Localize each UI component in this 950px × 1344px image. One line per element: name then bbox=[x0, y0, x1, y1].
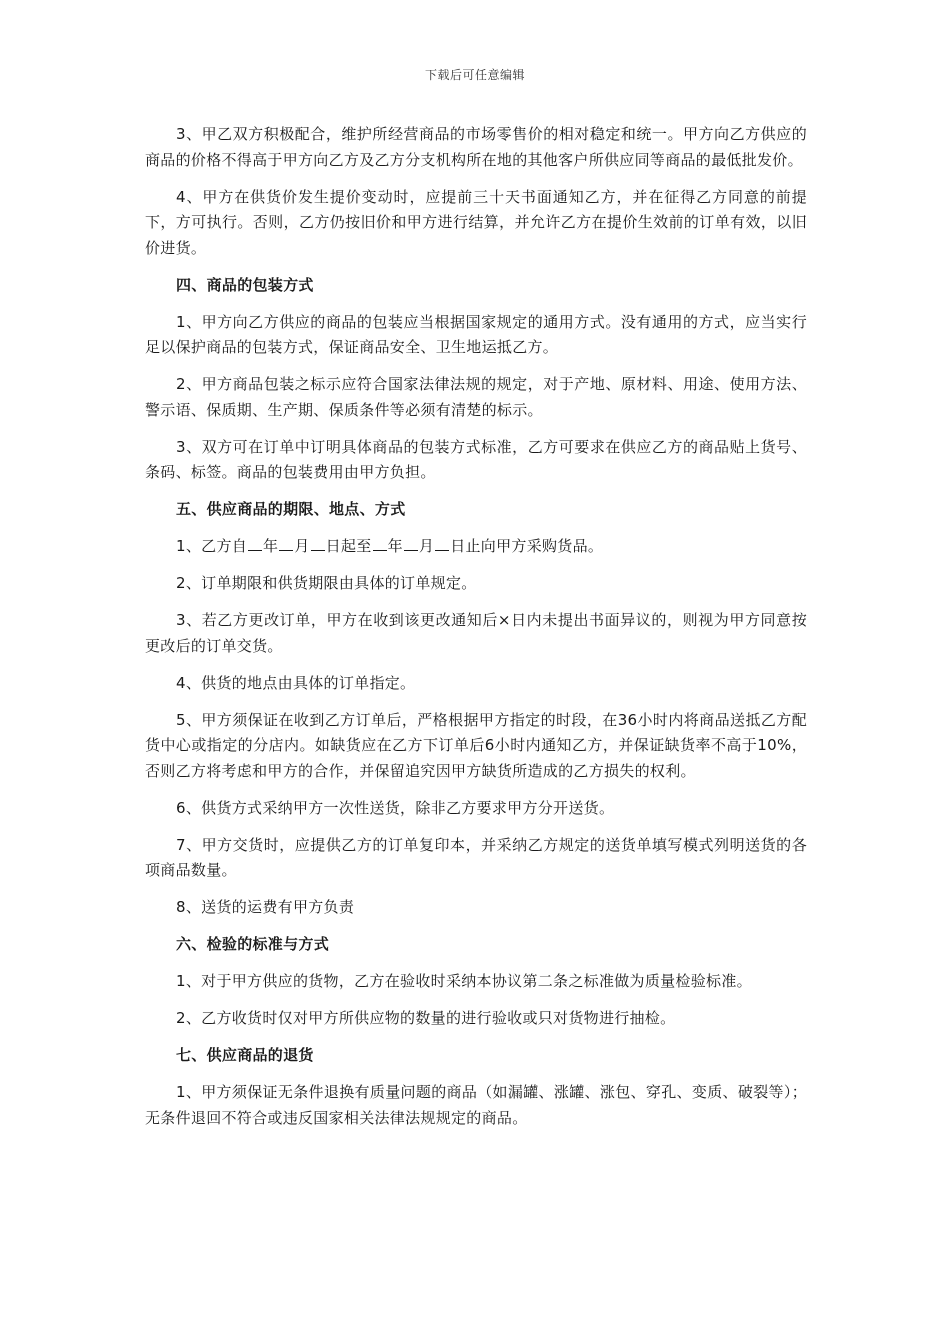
clause-delivery-time: 5、甲方须保证在收到乙方订单后，严格根据甲方指定的时段，在36小时内将商品送抵乙方配货中心或指定的分店内。如缺货应在乙方下订单后6小时内通知乙方，并保证缺货率不高于10%，否则乙方将考虑和甲方的合作，并保留追究因甲方缺货所造成的乙方损失的权利。 bbox=[145, 710, 807, 780]
clause-delivery-documents: 7、甲方交货时，应提供乙方的订单复印本，并采纳乙方规定的送货单填写模式列明送货的各项商品数量。 bbox=[145, 835, 807, 879]
blank-line bbox=[279, 536, 293, 551]
clause-price-change-notice: 4、甲方在供货价发生提价变动时，应提前三十天书面通知乙方，并在征得乙方同意的前提下，方可执行。否则，乙方仍按旧价和甲方进行结算，并允许乙方在提价生效前的订单有效，以旧价进货。 bbox=[145, 187, 807, 257]
period-year-1: 年 bbox=[263, 537, 279, 555]
period-month-1: 月 bbox=[294, 537, 310, 555]
clause-returns: 1、甲方须保证无条件退换有质量问题的商品（如漏罐、涨罐、涨包、穿孔、变质、破裂等）；无条件退回不符合或违反国家相关法律法规规定的商品。 bbox=[145, 1083, 807, 1127]
section-heading-supply-terms: 五、供应商品的期限、地点、方式 bbox=[176, 500, 406, 518]
clause-packaging-standard: 3、双方可在订单中订明具体商品的包装方式标准，乙方可要求在供应乙方的商品贴上货号、条码、标签。商品的包装费用由甲方负担。 bbox=[145, 437, 807, 481]
clause-packaging-labels: 2、甲方商品包装之标示应符合国家法律法规的规定，对于产地、原材料、用途、使用方法、警示语、保质期、生产期、保质条件等必须有清楚的标示。 bbox=[145, 375, 807, 419]
blank-line bbox=[311, 536, 325, 551]
period-day-2: 日止向甲方采购货品。 bbox=[450, 537, 604, 555]
clause-inspection-method: 2、乙方收货时仅对甲方所供应物的数量的进行验收或只对货物进行抽检。 bbox=[176, 1009, 676, 1027]
page-header: 下载后可任意编辑 bbox=[424, 68, 525, 82]
blank-line bbox=[435, 536, 449, 551]
clause-delivery-method: 6、供货方式采纳甲方一次性送货，除非乙方要求甲方分开送货。 bbox=[176, 798, 615, 817]
clause-delivery-cost: 8、送货的运费有甲方负责 bbox=[176, 898, 355, 916]
document-body bbox=[145, 122, 807, 1143]
blank-line bbox=[248, 536, 262, 551]
clause-packaging-method: 1、甲方向乙方供应的商品的包装应当根据国家规定的通用方式。没有通用的方式，应当实行足以保护商品的包装方式，保证商品安全、卫生地运抵乙方。 bbox=[145, 312, 807, 356]
period-prefix: 1、乙方自 bbox=[176, 537, 248, 555]
blank-line bbox=[373, 536, 387, 551]
period-year-2: 年 bbox=[387, 537, 403, 555]
clause-delivery-location: 4、供货的地点由具体的订单指定。 bbox=[176, 673, 416, 692]
period-day-1: 日起至 bbox=[325, 537, 372, 555]
clause-order-period: 2、订单期限和供货期限由具体的订单规定。 bbox=[176, 574, 477, 592]
clause-inspection-standard: 1、对于甲方供应的货物，乙方在验收时采纳本协议第二条之标准做为质量检验标准。 bbox=[176, 972, 752, 990]
blank-line bbox=[404, 536, 418, 551]
period-month-2: 月 bbox=[418, 537, 435, 555]
section-heading-packaging: 四、商品的包装方式 bbox=[176, 275, 314, 294]
clause-purchase-period bbox=[145, 534, 807, 560]
section-heading-returns: 七、供应商品的退货 bbox=[176, 1046, 314, 1064]
clause-order-change: 3、若乙方更改订单，甲方在收到该更改通知后×日内未提出书面异议的，则视为甲方同意按更改后的订单交货。 bbox=[145, 611, 807, 655]
section-heading-inspection: 六、检验的标准与方式 bbox=[176, 935, 330, 953]
clause-price-stability: 3、甲乙双方积极配合，维护所经营商品的市场零售价的相对稳定和统一。甲方向乙方供应的商品的价格不得高于甲方向乙方及乙方分支机构所在地的其他客户所供应同等商品的最低批发价。 bbox=[145, 125, 807, 169]
